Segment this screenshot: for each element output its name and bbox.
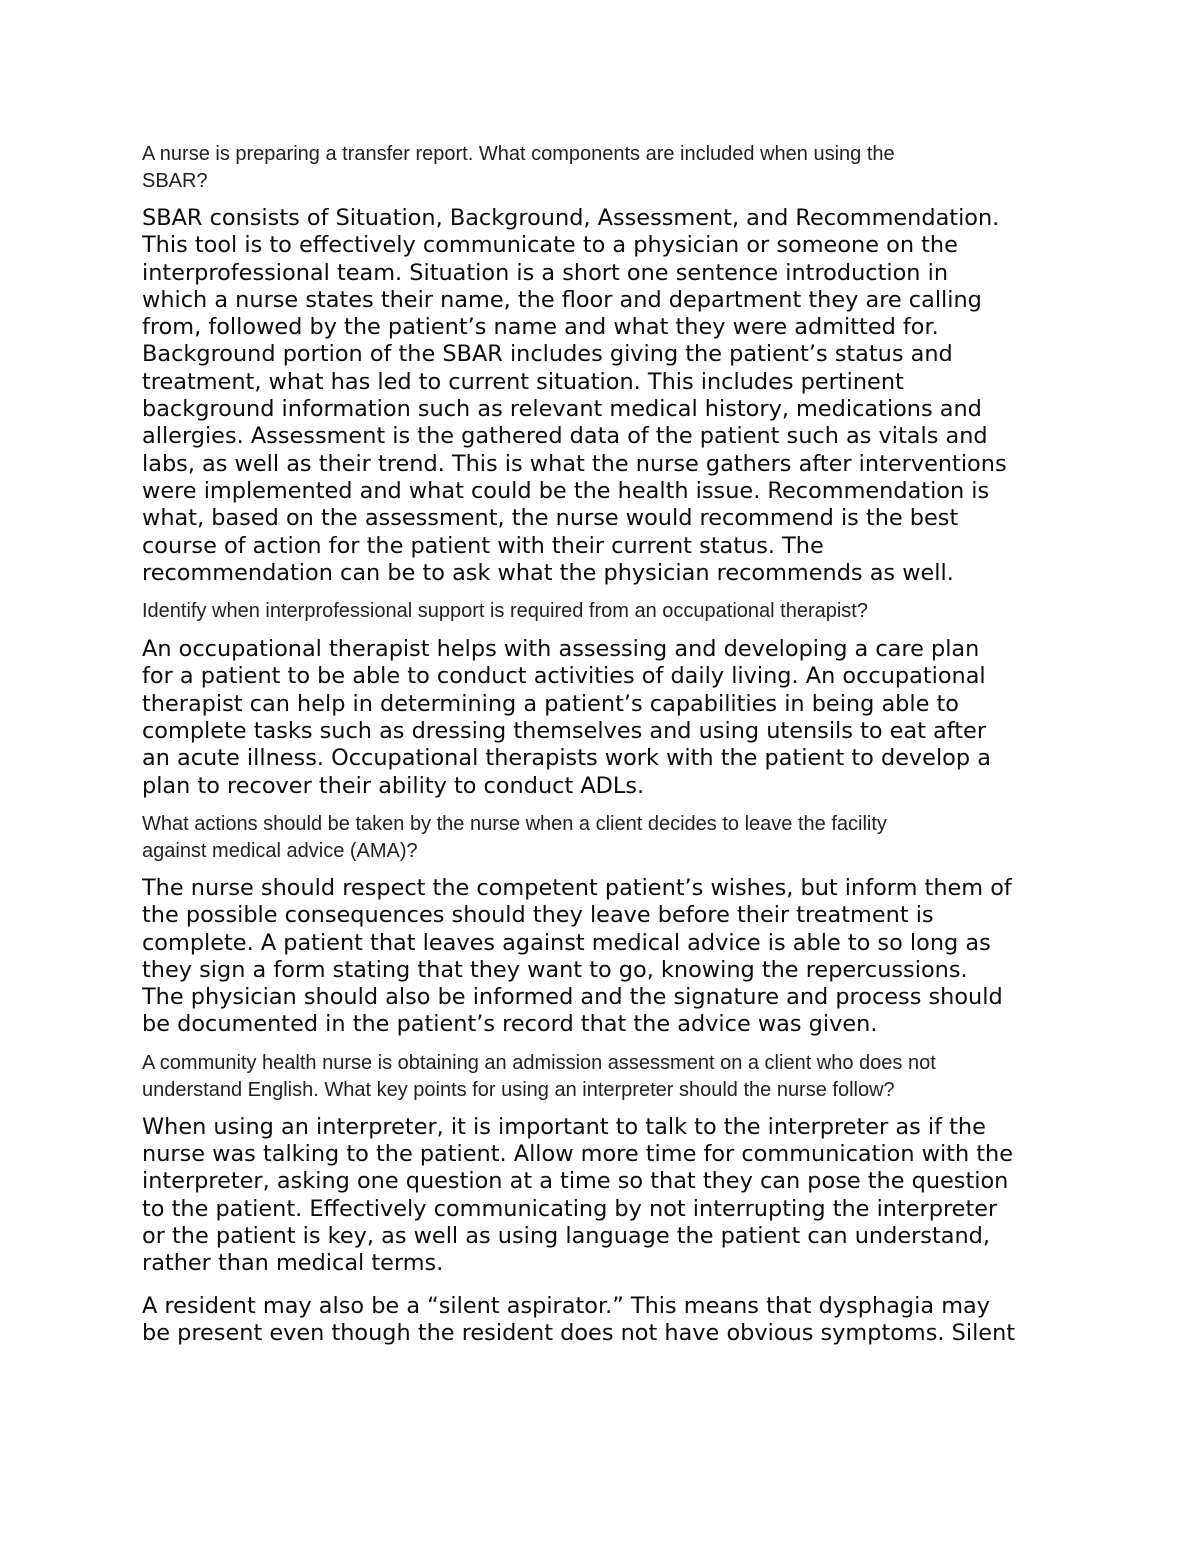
question-interpreter: A community health nurse is obtaining an admission assessment on a client who does not understand English. What key points for using an interpreter should the nurse follow? — [142, 1051, 936, 1101]
document-page — [142, 141, 1067, 1359]
answer-ama: The nurse should respect the competent patient’s wishes, but inform them of the possible consequences should they leave before their treatment is complete. A patient that leaves against medical advice is able to so long as they sign a form stating that they want to go, knowing the repercussions. The physician should also be informed and the signature and process should be documented in the patient’s record that the advice was given. — [142, 874, 1012, 1038]
answer-occupational-therapist: An occupational therapist helps with assessing and developing a care plan for a patient to be able to conduct activities of daily living. An occupational therapist can help in determining a patient’s capabilities in being able to complete tasks such as dressing themselves and using utensils to eat after an acute illness. Occupational therapists work with the patient to develop a plan to recover their ability to conduct ADLs. — [142, 636, 991, 799]
answer-interpreter: When using an interpreter, it is important to talk to the interpreter as if the nurse was talking to the patient. Allow more time for communication with the interpreter, asking one question at a time so that they can pose the question to the patient. Effectively communicating by not interrupting the interpreter or the patient is key, as well as using language the patient can understand, rather than medical terms. — [142, 1113, 1014, 1277]
question-sbar: A nurse is preparing a transfer report. What components are included when using the SBAR? — [142, 143, 895, 192]
question-ama: What actions should be taken by the nurse when a client decides to leave the facility against medical advice (AMA)? — [142, 812, 887, 862]
question-occupational-therapist: Identify when interprofessional support is required from an occupational therapist? — [142, 600, 868, 623]
paragraph-silent-aspirator: A resident may also be a “silent aspirator.” This means that dysphagia may be present even though the resident does not have obvious symptoms. Silent — [142, 1292, 1016, 1346]
answer-sbar: SBAR consists of Situation, Background, Assessment, and Recommendation. This tool is to effectively communicate to a physician or someone on the interprofessional team. Situation is a short one sentence introduction in which a nurse states their name, the floor and department they are calling from, followed by the patient’s name and what they were admitted for. Background portion of the SBAR includes giving the patient’s status and treatment, what has led to current situation. This includes pertinent background information such as relevant medical history, medications and allergies. Assessment is the gathered data of the patient such as vitals and labs, as well as their trend. This is what the nurse gathers after interventions were implemented and what could be the health issue. Recommendation is what, based on the assessment, the nurse would recommend is the best course of action for the patient with their current status. The recommendation can be to ask what the physician recommends as well. — [142, 205, 1007, 586]
